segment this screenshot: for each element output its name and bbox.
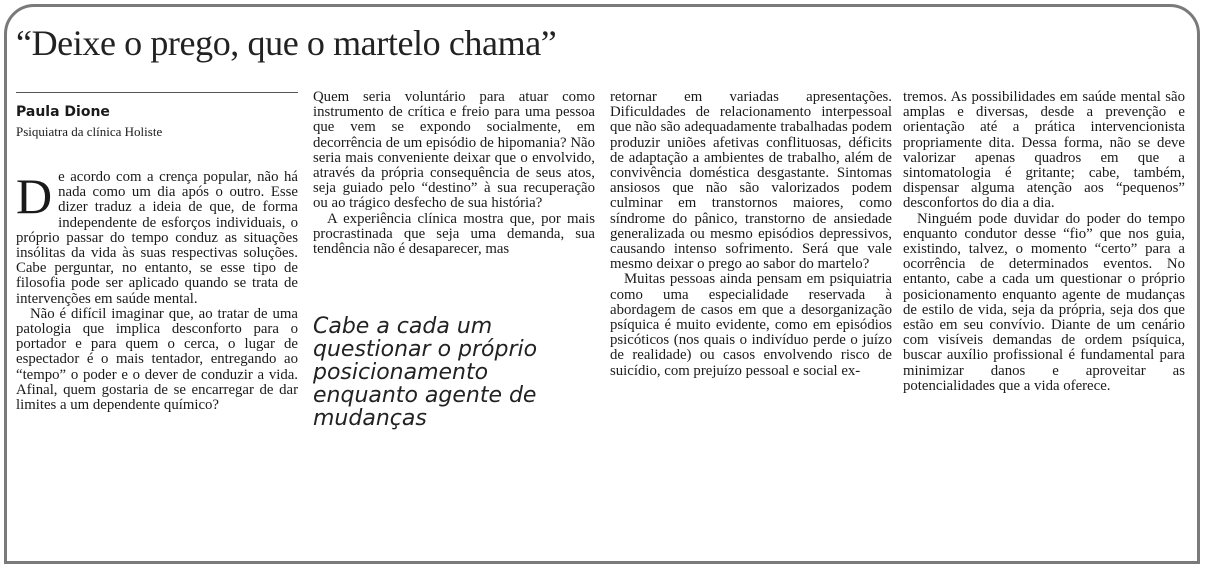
- author-role: Psiquiatra da clínica Holiste: [16, 124, 163, 139]
- paragraph: retornar em variadas apresentações. Dificuldades de relacionamento interpessoal que não são adequadamente trabalhadas podem produzir uniões afetivas conflituosas, déficits de adaptação a ambientes de trabalho, além de convivência doméstica desgastante. Sintomas ansiosos que não são valorizados podem culminar em transtornos maiores, como síndrome do pânico, transtorno de ansiedade generalizada ou mesmo episódios depressivos, causando intenso sofrimento. Será que vale mesmo deixar o prego ao sabor do martelo?: [610, 89, 892, 273]
- byline-rule: [16, 92, 298, 93]
- paragraph: A experiência clínica mostra que, por mais procrastinada que seja uma demanda, sua tendência não é desaparecer, mas: [313, 210, 595, 258]
- paragraph: tremos. As possibilidades em saúde mental são amplas e diversas, desde a prevenção e orientação até a prática intervencionista propriamente dita. Dessa forma, não se deve valorizar apenas quadros em que a sintomatologia é gritante; cabe, também, dispensar alguma atenção aos “pequenos” desconfortos do dia a dia.: [903, 89, 1185, 212]
- author-name: Paula Dione: [16, 104, 110, 120]
- pull-quote: Cabe a cada um questionar o próprio posicionamento enquanto agente de mudanças: [313, 314, 538, 431]
- paragraph: Não é difícil imaginar que, ao tratar de uma patologia que implica desconforto para o portador e para quem o cerca, o lugar de espectador é o mais tentador, entregando ao “tempo” o poder e o dever de conduzir a vida. Afinal, quem gostaria de se encarregar de dar limites a um dependente químico?: [16, 305, 298, 414]
- drop-cap: D: [16, 168, 53, 224]
- column-1: [16, 170, 298, 413]
- paragraph: Muitas pessoas ainda pensam em psiquiatria como uma especialidade reservada à abordagem de casos em que a desorganização psíquica é muito evidente, como em episódios psicóticos (nos quais o indivíduo perde o juízo de realidade) ou casos envolvendo risco de suicídio, com prejuízo pessoal e social ex-: [610, 271, 892, 379]
- paragraph: Ninguém pode duvidar do poder do tempo enquanto condutor desse “fio” que nos guia, existindo, talvez, o momento “certo” para a ocorrência de determinados eventos. No entanto, cabe a cada um questionar o próprio posicionamento enquanto agente de mudanças de estilo de vida, seja da própria, seja dos que estão em seu convívio. Diante de um cenário com visíveis demandas de ordem psíquica, buscar auxílio profissional é fundamental para minimizar danos e aproveitar as potencialidades que a vida oferece.: [903, 210, 1185, 394]
- column-4: [903, 90, 1185, 394]
- paragraph: Quem seria voluntário para atuar como instrumento de crítica e freio para uma pessoa que vem se expondo socialmente, em decorrência de um episódio de hipomania? Não seria mais conveniente deixar que o envolvido, através da própria consequência de seus atos, seja guiado pelo “destino” à sua recuperação ou ao trágico desfecho de sua história?: [313, 89, 595, 212]
- paragraph: e acordo com a crença popular, não há nada como um dia após o outro. Esse dizer traduz a ideia de que, de forma independente de esforços individuais, o próprio passar do tempo conduz as situações insólitas da vida às suas respectivas soluções. Cabe perguntar, no entanto, se esse tipo de filosofia pode ser aplicado quando se trata de intervenções em saúde mental.: [16, 169, 298, 307]
- article-headline: “Deixe o prego, que o martelo chama”: [16, 23, 557, 63]
- column-3: [610, 90, 892, 379]
- column-2: [313, 90, 595, 257]
